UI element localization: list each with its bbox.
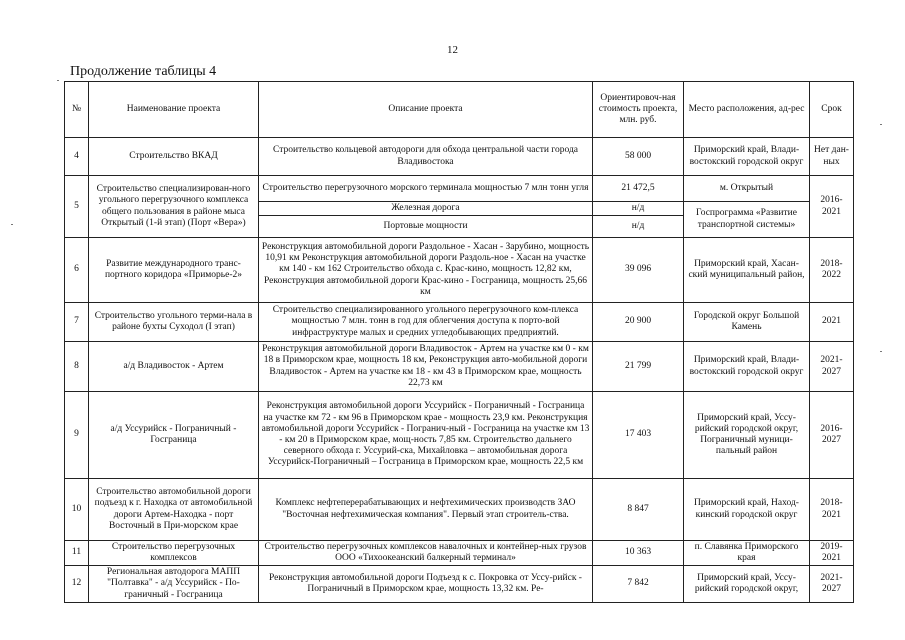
table-row	[65, 479, 854, 541]
cell-desc: Железная дорога	[259, 202, 593, 216]
cell-term: 2021	[810, 303, 854, 342]
cell-term: 2018-2022	[810, 238, 854, 303]
cell-name: Строительство перегрузочных комплексов	[89, 541, 259, 566]
cell-name: Развитие международного транс-портного коридора «Приморье-2»	[89, 238, 259, 303]
cell-num: 6	[65, 238, 89, 303]
cell-cost: 17 403	[593, 392, 684, 479]
cell-num: 8	[65, 342, 89, 392]
cell-desc: Комплекс нефтеперерабатывающих и нефтехимических производств ЗАО "Восточная нефтехимическая компания". Первый этап строитель-ства.	[259, 479, 593, 541]
cell-cost: 10 363	[593, 541, 684, 566]
cell-desc: Портовые мощности	[259, 216, 593, 238]
cell-num: 5	[65, 176, 89, 238]
cell-place: Приморский край, Уссу-рийский городской округ, Пограничный муници-пальный район	[684, 392, 810, 479]
scan-dot	[11, 224, 13, 225]
table-row	[65, 303, 854, 342]
cell-desc: Строительство кольцевой автодороги для обхода центральной части города Владивостока	[259, 138, 593, 176]
header-term: Срок	[810, 82, 854, 138]
projects-table	[64, 81, 854, 603]
table-row	[65, 138, 854, 176]
cell-cost: 21 472,5	[593, 176, 684, 202]
cell-name: а/д Владивосток - Артем	[89, 342, 259, 392]
cell-num: 4	[65, 138, 89, 176]
cell-desc: Реконструкция автомобильной дороги Владивосток - Артем на участке км 0 - км 18 в Приморском крае, мощность 18 км, Реконструкция авто-мобильной дороги Владивосток - Артем на участке км 18 - км 43 в Приморском крае, мощность 22,73 км	[259, 342, 593, 392]
table-header-row	[65, 82, 854, 138]
cell-term: Нет дан-ных	[810, 138, 854, 176]
cell-num: 7	[65, 303, 89, 342]
table-row	[65, 342, 854, 392]
cell-place: Приморский край, Влади-востокский городской округ	[684, 138, 810, 176]
cell-term: 2021-2027	[810, 342, 854, 392]
cell-cost: 8 847	[593, 479, 684, 541]
cell-desc: Строительство перегрузочных комплексов навалочных и контейнер-ных грузов ООО «Тихоокеанский балкерный терминал»	[259, 541, 593, 566]
cell-num: 12	[65, 566, 89, 603]
header-cost: Ориентировоч-ная стоимость проекта, млн. руб.	[593, 82, 684, 138]
table-row	[65, 392, 854, 479]
cell-num: 11	[65, 541, 89, 566]
cell-cost: 21 799	[593, 342, 684, 392]
cell-cost: 7 842	[593, 566, 684, 603]
cell-name: Строительство угольного терми-нала в районе бухты Суходол (I этап)	[89, 303, 259, 342]
cell-name: Строительство ВКАД	[89, 138, 259, 176]
cell-place: Госпрограмма «Развитие транспортной системы»	[684, 202, 810, 238]
cell-desc: Реконструкция автомобильной дороги Раздольное - Хасан - Зарубино, мощность 10,91 км Реконструкция автомобильной дороги Раздоль-ное - Хасан на участке км 140 - км 162 Строительство обхода с. Крас-кино, мощность 12,82 км, Реконструкция автомобильной дороги Крас-кино - Госграница, мощность 25,66 км	[259, 238, 593, 303]
cell-place: Приморский край, Наход-кинский городской округ	[684, 479, 810, 541]
cell-place: п. Славянка Приморского края	[684, 541, 810, 566]
cell-place: м. Открытый	[684, 176, 810, 202]
cell-term: 2019-2021	[810, 541, 854, 566]
table-row	[65, 566, 854, 603]
cell-cost: 39 096	[593, 238, 684, 303]
table-row	[65, 541, 854, 566]
cell-name: а/д Уссурийск - Пограничный - Госграница	[89, 392, 259, 479]
cell-num: 9	[65, 392, 89, 479]
cell-desc: Строительство перегрузочного морского терминала мощностью 7 млн тонн угля	[259, 176, 593, 202]
scan-dot	[880, 124, 882, 125]
cell-term: 2021-2027	[810, 566, 854, 603]
cell-place: Приморский край, Уссу-рийский городской округ,	[684, 566, 810, 603]
cell-place: Приморский край, Влади-востокский городской округ	[684, 342, 810, 392]
table-row	[65, 176, 854, 202]
cell-cost: 20 900	[593, 303, 684, 342]
cell-cost: н/д	[593, 202, 684, 216]
cell-desc: Реконструкция автомобильной дороги Подъезд к с. Покровка от Уссу-рийск - Пограничный в Приморском крае, мощность 13,32 км. Ре-	[259, 566, 593, 603]
scan-dot	[880, 351, 882, 352]
cell-num: 10	[65, 479, 89, 541]
cell-term: 2016-2027	[810, 392, 854, 479]
cell-name: Строительство специализирован-ного угольного перегрузочного комплекса общего пользования в районе мыса Открытый (1-й этап) (Порт «Вера»)	[89, 176, 259, 238]
cell-desc: Реконструкция автомобильной дороги Уссурийск - Пограничный - Госграница на участке км 72 - км 96 в Приморском крае - мощность 23,9 км. Реконструкция автомобильной дороги Уссурийск - Погранич-ный - Госграница на участке км 13 - км 20 в Приморском крае, мощ-ность 7,85 км. Строительство дальнего северного обхода г. Уссурий-ска, Михайловка – автомобильная дорога Уссурийск-Пограничный – Госграница в Приморском крае, мощность 22,5 км	[259, 392, 593, 479]
header-desc: Описание проекта	[259, 82, 593, 138]
cell-name: Региональная автодорога МАПП "Полтавка" - а/д Уссурийск - По-граничный - Госграница	[89, 566, 259, 603]
table-caption: Продолжение таблицы 4	[70, 64, 217, 79]
page-number: 12	[447, 44, 458, 56]
header-num: №	[65, 82, 89, 138]
scan-dot	[57, 80, 59, 81]
cell-name: Строительство автомобильной дороги подъезд к г. Находка от автомобильной дороги Артем-Находка - порт Восточный в При-морском крае	[89, 479, 259, 541]
cell-place: Городской округ Большой Камень	[684, 303, 810, 342]
cell-cost: 58 000	[593, 138, 684, 176]
cell-place: Приморский край, Хасан-ский муниципальный район,	[684, 238, 810, 303]
cell-term: 2016-2021	[810, 176, 854, 238]
header-name: Наименование проекта	[89, 82, 259, 138]
cell-desc: Строительство специализированного угольного перегрузочного ком-плекса мощностью 7 млн. тонн в год для облегчения доступа к порто-вой инфраструктуре малых и средних угледобывающих предприятий.	[259, 303, 593, 342]
table-row	[65, 238, 854, 303]
header-place: Место расположения, ад-рес	[684, 82, 810, 138]
cell-term: 2018-2021	[810, 479, 854, 541]
cell-cost: н/д	[593, 216, 684, 238]
